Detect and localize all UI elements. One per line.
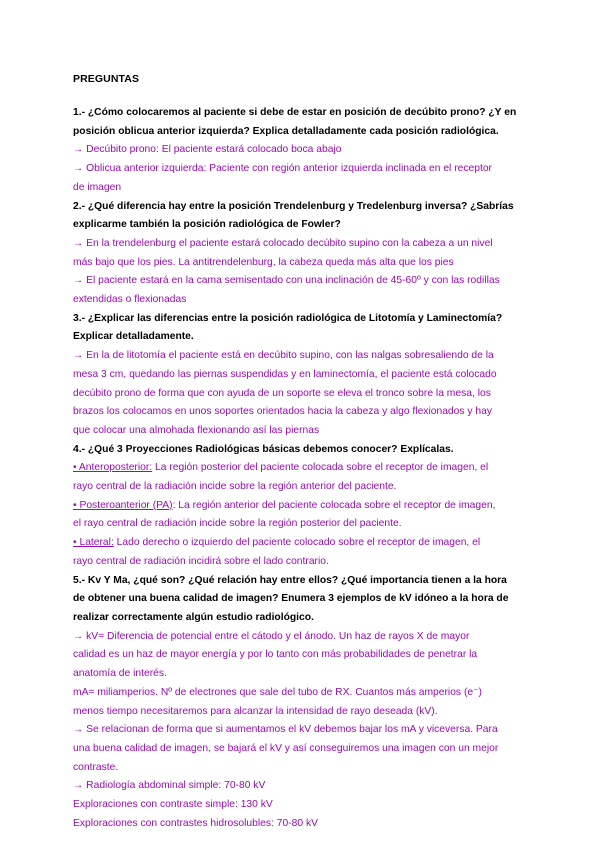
- question-3: [73, 310, 531, 441]
- answer-text: menos tiempo necesitaremos para alcanzar la intensidad de rayo deseada (kV).: [73, 705, 438, 717]
- question-5: [73, 572, 531, 834]
- question-text: explicarme también la posición radiológica de Fowler?: [73, 219, 341, 231]
- question-text: 1.- ¿Cómo colocaremos al paciente si debe de estar en posición de decúbito prono? ¿Y en: [73, 107, 517, 118]
- document-body: [73, 104, 531, 833]
- answer-text: que colocar una almohada flexionando así las piernas: [73, 424, 320, 436]
- projection-description: el rayo central de radiación incide sobre la región posterior del paciente.: [73, 518, 402, 530]
- answer-text: → Decúbito prono: El paciente estará colocado boca abajo: [73, 144, 342, 156]
- answer-text: → El paciente estará en la cama semisentado con una inclinación de 45-60º y con las rodillas: [73, 275, 500, 287]
- question-text: Explicar detalladamente.: [73, 331, 194, 343]
- projection-item-lateral: [73, 534, 531, 553]
- projection-description: rayo central de radiación incidirá sobre el lado contrario.: [73, 555, 329, 567]
- question-2: [73, 198, 531, 310]
- projection-term: • Anteroposterior:: [73, 462, 153, 474]
- answer-text: calidad es un haz de mayor energía y por lo tanto con más probabilidades de penetrar la: [73, 649, 478, 661]
- question-text: 2.- ¿Qué diferencia hay entre la posición Trendelenburg y Tredelenburg inversa? ¿Sabrías: [73, 200, 514, 212]
- answer-text: → Se relacionan de forma que si aumentamos el kV debemos bajar los mA y viceversa. Para: [73, 724, 498, 736]
- question-1: [73, 104, 531, 198]
- answer-text: → En la de litotomía el paciente está en decúbito supino, con las nalgas sobresaliendo de la: [73, 350, 494, 362]
- projection-description: : La región anterior del paciente colocada sobre el receptor de imagen,: [172, 499, 496, 511]
- answer-text: anatomía de interés.: [73, 668, 167, 680]
- question-text: realizar correctamente algún estudio radiológico.: [73, 611, 314, 623]
- answer-text: una buena calidad de imagen, se bajará el kV y así conseguiremos una imagen con un mejor: [73, 742, 499, 754]
- question-text: posición oblicua anterior izquierda? Explica detalladamente cada posición radiológica.: [73, 125, 499, 137]
- answer-text: decúbito prono de forma que con ayuda de un soporte se eleva el tronco sobre la mesa, los: [73, 387, 491, 399]
- answer-text: → En la trendelenburg el paciente estará colocado decúbito supino con la cabeza a un nivel: [73, 237, 493, 249]
- projection-description: Lado derecho o izquierdo del paciente colocado sobre el receptor de imagen, el: [113, 537, 481, 549]
- answer-text: brazos los colocamos en unos soportes orientados hacia la cabeza y algo flexionados y hay: [73, 406, 492, 418]
- answer-text: → Radiología abdominal simple: 70-80 kV: [73, 780, 266, 792]
- projection-description: rayo central de la radiación incide sobre la región anterior del paciente.: [73, 481, 397, 493]
- projection-item-posteroanterior: [73, 497, 531, 516]
- answer-text: extendidas o flexionadas: [73, 294, 187, 306]
- answer-text: contraste.: [73, 761, 119, 773]
- question-text: 5.- Kv Y Ma, ¿qué son? ¿Qué relación hay entre ellos? ¿Qué importancia tienen a la hora: [73, 574, 507, 586]
- question-text: 3.- ¿Explicar las diferencias entre la posición radiológica de Litotomía y Laminectomía?: [73, 312, 503, 324]
- question-4: [73, 441, 531, 572]
- answer-text: → kV= Diferencia de potencial entre el cátodo y el ánodo. Un haz de rayos X de mayor: [73, 630, 470, 642]
- projection-item-anteroposterior: [73, 459, 531, 478]
- answer-text: → Oblicua anterior izquierda: Paciente con región anterior izquierda inclinada en el receptor: [73, 163, 492, 175]
- page-title: PREGUNTAS: [73, 73, 140, 85]
- answer-text: más bajo que los pies. La antitrendelenburg, la cabeza queda más alta que los pies: [73, 256, 454, 268]
- answer-text: Exploraciones con contrastes hidrosolubles: 70-80 kV: [73, 817, 318, 829]
- projection-term: • Lateral:: [73, 537, 114, 549]
- projection-term: • Posteroanterior (PA): [73, 499, 173, 511]
- question-text: 4.- ¿Qué 3 Proyecciones Radiológicas básicas debemos conocer? Explícalas.: [73, 443, 454, 455]
- answer-text: mesa 3 cm, quedando las piernas suspendidas y en laminectomía, el paciente está colocado: [73, 368, 497, 380]
- question-text: de obtener una buena calidad de imagen? Enumera 3 ejemplos de kV idóneo a la hora de: [73, 593, 509, 605]
- projection-description: La región posterior del paciente colocada sobre el receptor de imagen, el: [152, 462, 489, 474]
- answer-text: de imagen: [73, 181, 122, 193]
- answer-text: Exploraciones con contraste simple: 130 kV: [73, 799, 273, 811]
- answer-text: mA= miliamperios. Nº de electrones que sale del tubo de RX. Cuantos más amperios (e⁻): [73, 686, 482, 698]
